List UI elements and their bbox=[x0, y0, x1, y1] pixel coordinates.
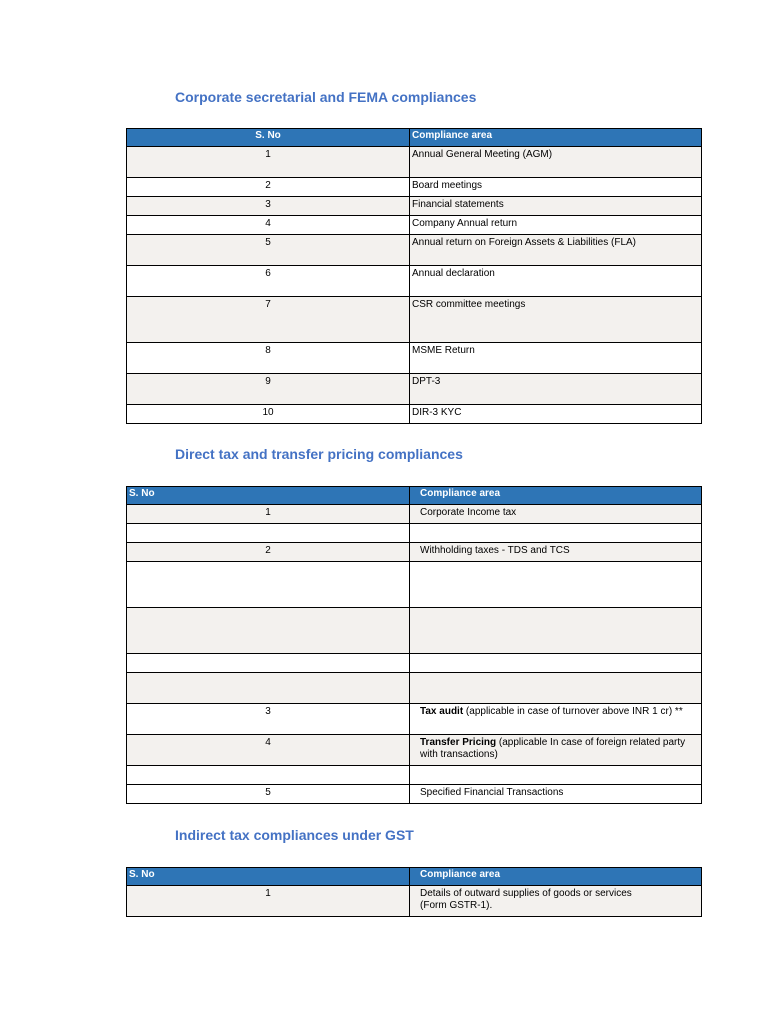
row-sno: 2 bbox=[127, 178, 410, 197]
table-row bbox=[127, 562, 702, 608]
table-row bbox=[127, 543, 702, 562]
row-sno: 1 bbox=[127, 886, 410, 917]
row-area: MSME Return bbox=[410, 343, 702, 374]
row-sno bbox=[127, 654, 410, 673]
table-header-row bbox=[127, 129, 702, 147]
row-area: DPT-3 bbox=[410, 374, 702, 405]
row-area bbox=[410, 704, 702, 735]
header-sno: S. No bbox=[127, 868, 410, 886]
table-header-row bbox=[127, 868, 702, 886]
row-area: Specified Financial Transactions bbox=[410, 785, 702, 804]
table-row bbox=[127, 374, 702, 405]
row-area: Board meetings bbox=[410, 178, 702, 197]
table-row bbox=[127, 673, 702, 704]
row-sno: 4 bbox=[127, 735, 410, 766]
table-row bbox=[127, 505, 702, 524]
row-area: Details of outward supplies of goods or services (Form GSTR-1). bbox=[410, 886, 702, 917]
row-area-rest: (applicable In case of foreign related party with transactions) bbox=[420, 737, 686, 760]
row-sno: 5 bbox=[127, 785, 410, 804]
header-compliance-area: Compliance area bbox=[410, 868, 702, 886]
row-area bbox=[410, 654, 702, 673]
row-sno: 7 bbox=[127, 297, 410, 343]
row-sno: 6 bbox=[127, 266, 410, 297]
row-sno: 5 bbox=[127, 235, 410, 266]
header-compliance-area: Compliance area bbox=[410, 487, 702, 505]
row-sno bbox=[127, 766, 410, 785]
row-area: Annual return on Foreign Assets & Liabilities (FLA) bbox=[410, 235, 702, 266]
row-area bbox=[410, 608, 702, 654]
row-sno bbox=[127, 608, 410, 654]
row-sno: 3 bbox=[127, 704, 410, 735]
row-area: DIR-3 KYC bbox=[410, 405, 702, 424]
table-row bbox=[127, 524, 702, 543]
row-area: Withholding taxes - TDS and TCS bbox=[410, 543, 702, 562]
corporate-compliance-table bbox=[126, 128, 702, 424]
row-area-rest: (applicable in case of turnover above INR 1 cr) ** bbox=[463, 706, 683, 717]
table-row bbox=[127, 766, 702, 785]
row-area bbox=[410, 562, 702, 608]
row-sno: 4 bbox=[127, 216, 410, 235]
row-sno: 8 bbox=[127, 343, 410, 374]
gst-compliance-table bbox=[126, 867, 702, 917]
row-area: Annual General Meeting (AGM) bbox=[410, 147, 702, 178]
table-row bbox=[127, 886, 702, 917]
row-sno: 2 bbox=[127, 543, 410, 562]
row-area bbox=[410, 524, 702, 543]
header-sno: S. No bbox=[127, 129, 410, 147]
table-row bbox=[127, 216, 702, 235]
table-row bbox=[127, 297, 702, 343]
row-area: Annual declaration bbox=[410, 266, 702, 297]
row-area: Financial statements bbox=[410, 197, 702, 216]
table-row bbox=[127, 147, 702, 178]
table-row bbox=[127, 735, 702, 766]
row-sno: 1 bbox=[127, 147, 410, 178]
table-row bbox=[127, 608, 702, 654]
section-title-corporate: Corporate secretarial and FEMA compliances bbox=[175, 89, 477, 105]
row-sno bbox=[127, 524, 410, 543]
row-area-bold: Tax audit bbox=[420, 706, 464, 717]
table-row bbox=[127, 266, 702, 297]
table-header-row bbox=[127, 487, 702, 505]
table-row bbox=[127, 197, 702, 216]
row-area bbox=[410, 673, 702, 704]
table-row bbox=[127, 235, 702, 266]
row-area-bold: Transfer Pricing bbox=[420, 737, 497, 748]
row-sno bbox=[127, 673, 410, 704]
row-sno: 9 bbox=[127, 374, 410, 405]
table-row bbox=[127, 704, 702, 735]
row-area bbox=[410, 766, 702, 785]
row-sno bbox=[127, 562, 410, 608]
table-row bbox=[127, 405, 702, 424]
table-row bbox=[127, 785, 702, 804]
section-title-gst: Indirect tax compliances under GST bbox=[175, 827, 414, 843]
header-compliance-area: Compliance area bbox=[410, 129, 702, 147]
row-sno: 1 bbox=[127, 505, 410, 524]
direct-tax-table bbox=[126, 486, 702, 804]
table-row bbox=[127, 654, 702, 673]
table-row bbox=[127, 343, 702, 374]
row-area: Company Annual return bbox=[410, 216, 702, 235]
row-area: CSR committee meetings bbox=[410, 297, 702, 343]
row-sno: 10 bbox=[127, 405, 410, 424]
section-title-direct-tax: Direct tax and transfer pricing compliances bbox=[175, 446, 463, 462]
table-row bbox=[127, 178, 702, 197]
row-sno: 3 bbox=[127, 197, 410, 216]
row-area: Corporate Income tax bbox=[410, 505, 702, 524]
row-area bbox=[410, 735, 702, 766]
header-sno: S. No bbox=[127, 487, 410, 505]
